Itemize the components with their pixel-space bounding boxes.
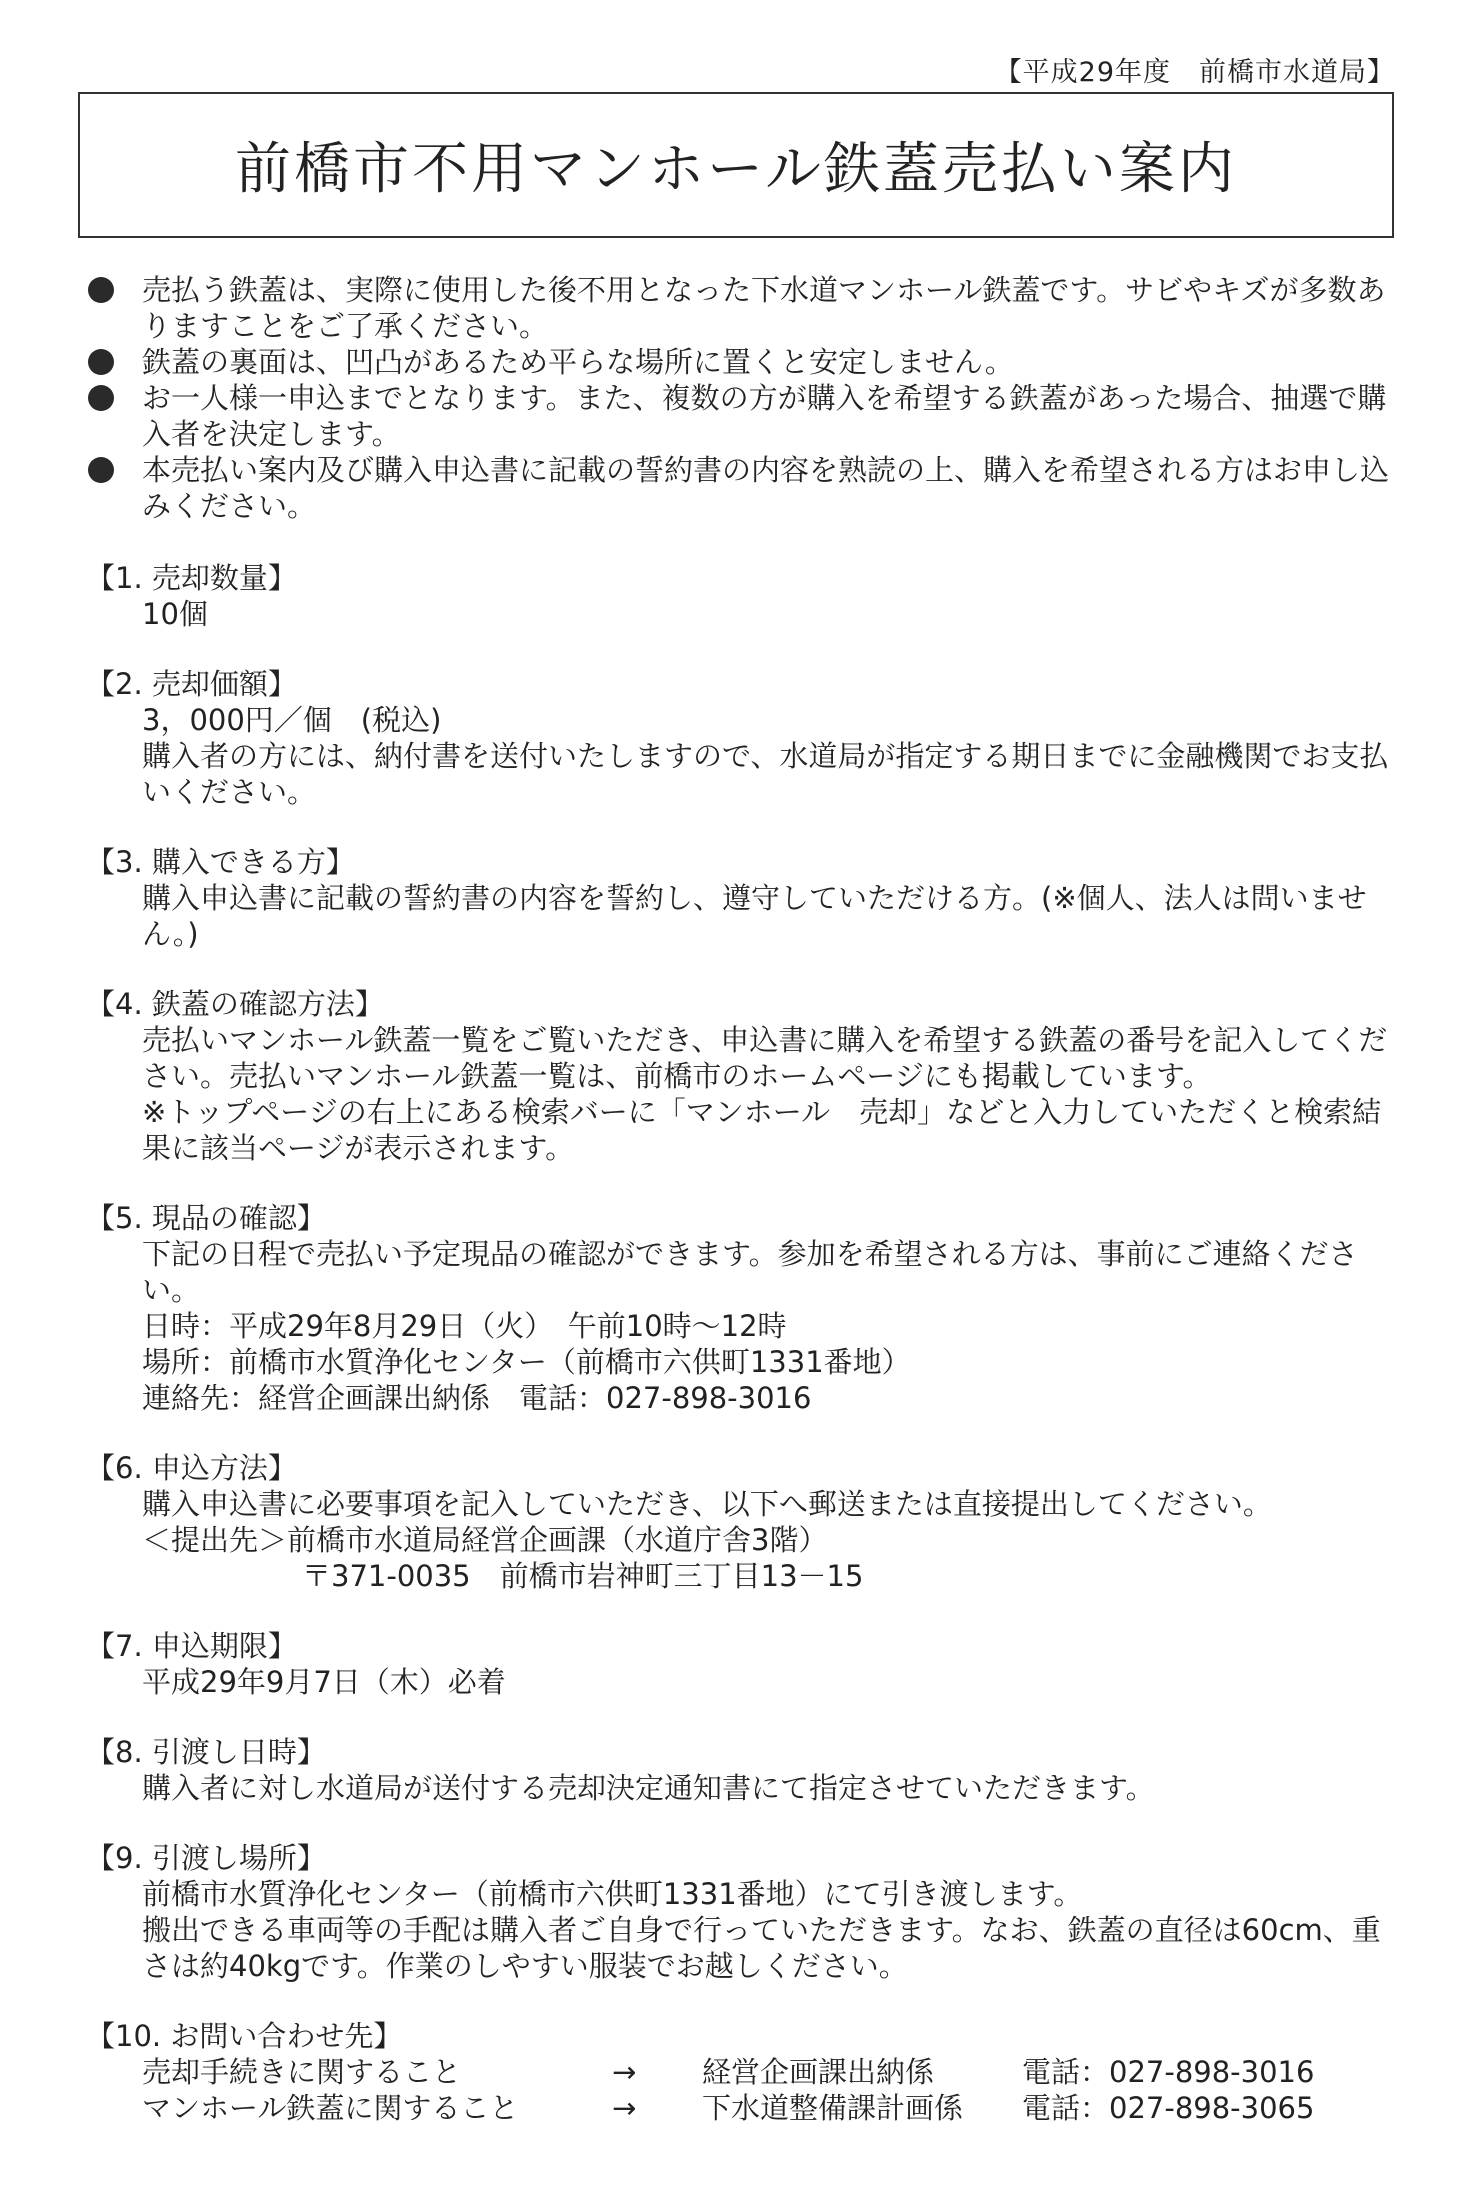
contact-topic: 売却手続きに関すること xyxy=(142,2055,462,2089)
bullet-item: 鉄蓋の裏面は、凹凸があるため平らな場所に置くと安定しません。 xyxy=(86,344,1396,380)
bullet-dot-icon xyxy=(88,277,114,303)
section-body: 前橋市水質浄化センター（前橋市六供町1331番地）にて引き渡します。 搬出できる車両等の手配は購入者ご自身で行っていただきます。なお、鉄蓋の直径は60cm、重さは約40kgです。作業のしやすい服装でお越しください。 xyxy=(142,1877,1381,1983)
section-sale-quantity xyxy=(86,560,1406,632)
section-body: 購入者に対し水道局が送付する売却決定通知書にて指定させていただきます。 xyxy=(142,1771,1155,1805)
section-heading: 【5. 現品の確認】 xyxy=(86,1201,326,1235)
bullet-item: 売払う鉄蓋は、実際に使用した後不用となった下水道マンホール鉄蓋です。サビやキズが多数ありますことをご了承ください。 xyxy=(86,272,1396,344)
contact-department: 下水道整備課計画係 xyxy=(702,2091,964,2125)
submission-address: 〒371-0035 前橋市岩神町三丁目13－15 xyxy=(302,1559,864,1593)
section-handover-date xyxy=(86,1734,1406,1806)
section-body: 10個 xyxy=(142,597,208,631)
section-sale-price xyxy=(86,666,1406,810)
section-heading: 【8. 引渡し日時】 xyxy=(86,1735,326,1769)
bullet-item: 本売払い案内及び購入申込書に記載の誓約書の内容を熟読の上、購入を希望される方はお申し込みください。 xyxy=(86,452,1396,524)
header-note: 【平成29年度 前橋市水道局】 xyxy=(994,57,1395,88)
section-body: 購入申込書に記載の誓約書の内容を誓約し、遵守していただける方。(※個人、法人は問いません。) xyxy=(142,881,1367,951)
arrow-icon: → xyxy=(612,2091,637,2125)
section-application-deadline xyxy=(86,1628,1406,1700)
notice-bullet-list xyxy=(86,272,1396,524)
section-heading: 【10. お問い合わせ先】 xyxy=(86,2019,403,2053)
bullet-dot-icon xyxy=(88,349,114,375)
contact-table xyxy=(142,2054,1406,2126)
section-body xyxy=(86,2054,1406,2126)
bullet-item: お一人様一申込までとなります。また、複数の方が購入を希望する鉄蓋があった場合、抽選で購入者を決定します。 xyxy=(86,380,1396,452)
contact-topic: マンホール鉄蓋に関すること xyxy=(142,2091,519,2125)
section-heading: 【3. 購入できる方】 xyxy=(86,845,355,879)
title-box xyxy=(78,92,1394,238)
section-contacts xyxy=(86,2018,1406,2126)
sections xyxy=(86,560,1406,2160)
section-body: 3，000円／個 (税込) 購入者の方には、納付書を送付いたしますので、水道局が指定する期日までに金融機関でお支払いください。 xyxy=(142,703,1389,809)
contact-department: 経営企画課出納係 xyxy=(702,2055,935,2089)
section-body: 下記の日程で売払い予定現品の確認ができます。参加を希望される方は、事前にご連絡ください。 日時：平成29年8月29日（火） 午前10時～12時 場所：前橋市水質浄化センター（前橋市六供町1331番地） 連絡先：経営企画課出納係 電話：027-898-3016 xyxy=(142,1237,1358,1415)
section-heading: 【2. 売却価額】 xyxy=(86,667,297,701)
document-title: 前橋市不用マンホール鉄蓋売払い案内 xyxy=(235,137,1237,202)
bullet-dot-icon xyxy=(88,385,114,411)
section-item-inspection xyxy=(86,1200,1406,1416)
section-how-to-check xyxy=(86,986,1406,1166)
section-handover-place xyxy=(86,1840,1406,1984)
section-body: 売払いマンホール鉄蓋一覧をご覧いただき、申込書に購入を希望する鉄蓋の番号を記入してください。売払いマンホール鉄蓋一覧は、前橋市のホームページにも掲載しています。 ※トップページの右上にある検索バーに「マンホール 売却」などと入力していただくと検索結果に該当ページが表示されます。 xyxy=(142,1023,1388,1165)
bullet-dot-icon xyxy=(88,457,114,483)
section-application-method xyxy=(86,1450,1406,1594)
contact-phone: 電話：027-898-3065 xyxy=(1022,2091,1315,2125)
section-body: 購入申込書に必要事項を記入していただき、以下へ郵送または直接提出してください。 ＜提出先＞前橋市水道局経営企画課（水道庁舎3階） 〒371-0035 前橋市岩神町三丁目13－15 xyxy=(86,1486,1406,1594)
section-heading: 【6. 申込方法】 xyxy=(86,1451,297,1485)
section-heading: 【9. 引渡し場所】 xyxy=(86,1841,326,1875)
section-body: 平成29年9月7日（木）必着 xyxy=(142,1665,506,1699)
section-heading: 【4. 鉄蓋の確認方法】 xyxy=(86,987,384,1021)
contact-phone: 電話：027-898-3016 xyxy=(1022,2055,1315,2089)
arrow-icon: → xyxy=(612,2055,637,2089)
section-heading: 【1. 売却数量】 xyxy=(86,561,297,595)
section-eligible-buyers xyxy=(86,844,1406,952)
section-heading: 【7. 申込期限】 xyxy=(86,1629,297,1663)
